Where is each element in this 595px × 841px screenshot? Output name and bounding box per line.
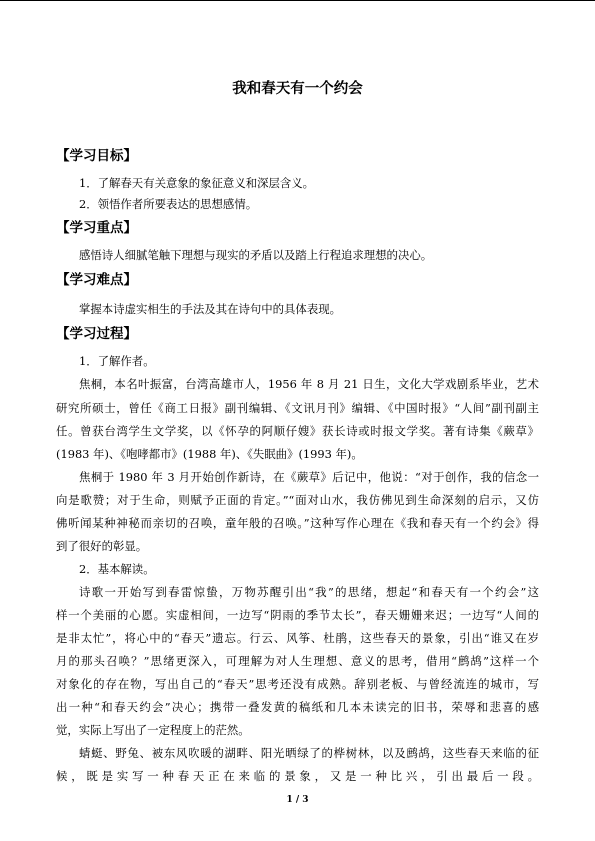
section-heading-process: 【学习过程】 bbox=[56, 326, 137, 342]
difficulties-text: 掌握本诗虚实相生的手法及其在诗句中的具体表现。 bbox=[79, 302, 341, 316]
top-rule bbox=[0, 0, 595, 1]
process-subheading-author: 1．了解作者。 bbox=[79, 354, 155, 368]
section-heading-goals: 【学习目标】 bbox=[56, 148, 137, 164]
process-line: 对象化的存在物，写出自己的“春天”思考还没有成熟。辞别老板、与曾经流连的城市，写 bbox=[56, 677, 539, 691]
page-number: 1 / 3 bbox=[286, 795, 309, 805]
process-line: 出一种“和春天约会”决心；携带一叠发黄的稿纸和几本未读完的旧书，荣辱和悲喜的感 bbox=[56, 700, 539, 714]
key-points-text: 感悟诗人细腻笔触下理想与现实的矛盾以及踏上行程追求理想的决心。 bbox=[79, 248, 433, 262]
process-line: 是非太忙”，将心中的“春天”遗忘。行云、风筝、杜鹃，这些春天的景象，引出“谁又在岁 bbox=[56, 631, 539, 645]
goal-item: 2．领悟作者所要表达的思想感情。 bbox=[79, 197, 258, 211]
process-line: 焦桐于 1980 年 3 月开始创作新诗，在《蕨草》后记中，他说：“对于创作，我的信念一 bbox=[79, 470, 539, 484]
process-line: 月的那头召唤？”思绪更深入，可理解为对人生理想、意义的思考，借用“鹧鸪”这样一个 bbox=[56, 654, 539, 668]
process-line: 诗歌一开始写到春雷惊蛰，万物苏醒引出“我”的思绪，想起“和春天有一个约会”这 bbox=[79, 585, 539, 599]
process-line: 研究所硕士，曾任《商工日报》副刊编辑、《文讯月刊》编辑、《中国时报》“人间”副刊副主 bbox=[56, 401, 539, 415]
section-heading-key-points: 【学习重点】 bbox=[56, 220, 137, 236]
process-line: 觉，实际上写出了一定程度上的茫然。 bbox=[56, 723, 250, 737]
process-line: 到了很好的彰显。 bbox=[56, 539, 148, 553]
page-title: 我和春天有一个约会 bbox=[232, 80, 363, 97]
process-line: 蜻蜓、野兔、被东风吹暖的湖畔、阳光晒绿了的桦树林，以及鹧鸪，这些春天来临的征 bbox=[79, 746, 539, 760]
process-line: 样一个美丽的心愿。实虚相间，一边写“阴雨的季节太长”，春天姗姗来迟；一边写“人间的 bbox=[56, 608, 539, 622]
process-line: 任。曾获台湾学生文学奖，以《怀孕的阿顺仔嫂》获长诗或时报文学奖。著有诗集《蕨草》 bbox=[56, 424, 539, 438]
process-line: 候，既是实写一种春天正在来临的景象，又是一种比兴，引出最后一段。 bbox=[56, 769, 539, 783]
process-line: 向是歌赞；对于生命，则赋予正面的肯定。”“面对山水，我仿佛见到生命深刻的启示，又仿 bbox=[56, 493, 539, 507]
process-line: (1983 年)、《咆哮都市》(1988 年)、《失眠曲》(1993 年)。 bbox=[56, 447, 363, 461]
process-line: 佛听闻某种神秘而亲切的召唤，童年般的召唤。”这种写作心理在《我和春天有一个约会》得 bbox=[56, 516, 539, 530]
section-heading-difficulties: 【学习难点】 bbox=[56, 272, 137, 288]
process-line: 焦桐，本名叶振富，台湾高雄市人，1956 年 8 月 21 日生，文化大学戏剧系毕业，艺术 bbox=[79, 377, 539, 391]
goal-item: 1．了解春天有关意象的象征意义和深层含义。 bbox=[79, 176, 315, 190]
process-subheading-reading: 2．基本解读。 bbox=[79, 562, 155, 576]
